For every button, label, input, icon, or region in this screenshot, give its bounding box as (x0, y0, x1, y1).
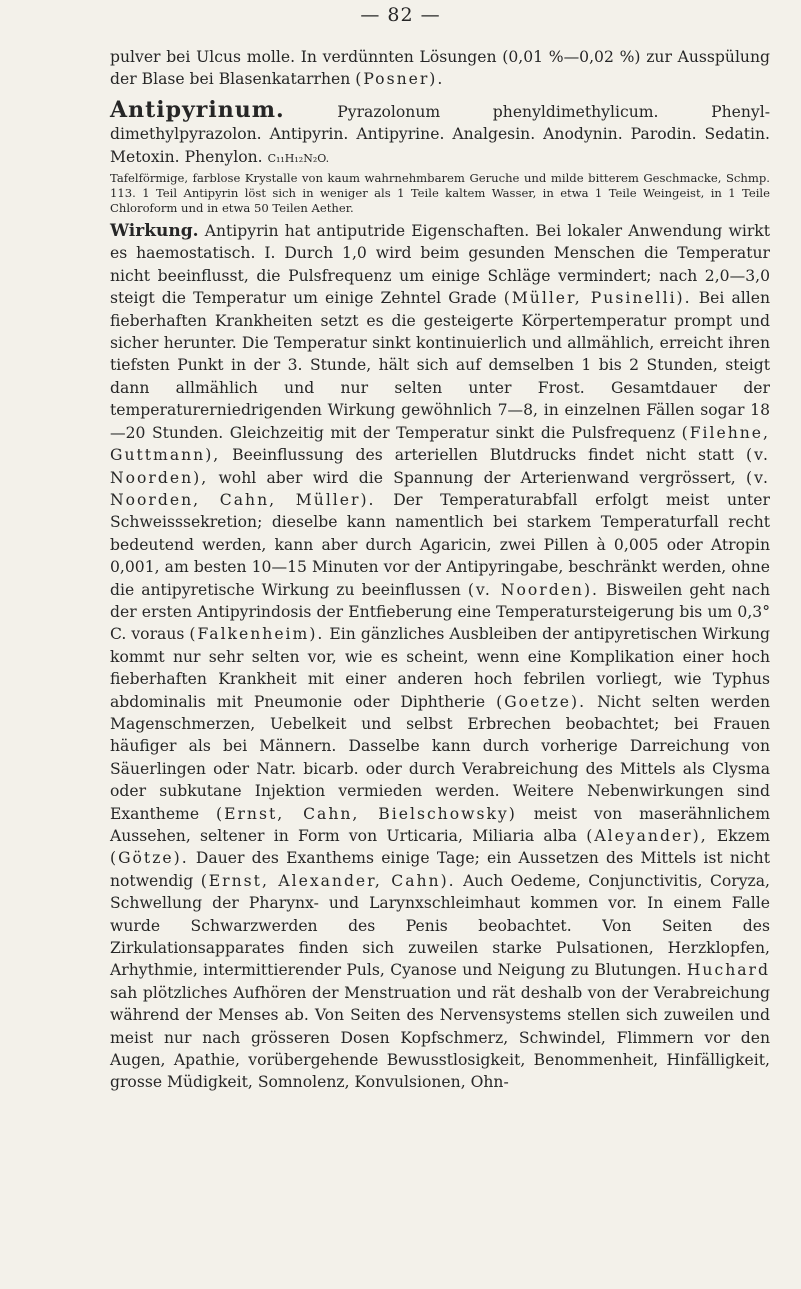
author-ref: (Ernst, Alexander, Cahn). (200, 871, 456, 890)
wirkung-text: Antipyrin hat antiputride Eigenschaften. Bei lokaler Anwendung wirkt es haemostatisch. I. Durch 1,0 wird beim gesunden Menschen die Temperatur nicht beeinflusst, die Pulsfrequenz um einige Schläge vermindert; nach 2,0—3,0 steigt die Temperatur um einige Zehntel Grade (110, 222, 770, 308)
wirkung-label: Wirkung. (110, 221, 199, 242)
properties-note: Tafelförmige, farblose Krystalle von kaum wahrnehmbarem Geruche und milde bitterem Geschmacke, Schmp. 113. 1 Teil Antipyrin löst sich in weniger als 1 Teile kaltem Wasser, in etwa 1 Teile Weingeist, in 1 Teile Chloroform und in etwa 50 Teilen Aether. (110, 171, 770, 216)
wirkung-text: Nicht selten werden Magenschmerzen, Uebelkeit und selbst Erbrechen beobachtet; bei Frauen häufiger als bei Männern. Dasselbe kann durch vorherige Darreichung von Säuerlingen oder Natr. bicarb. oder durch Verabreichung des Mittels als Clysma oder subkutane Injektion vermieden werden. Weitere Nebenwirkungen sind Exantheme (110, 692, 770, 823)
wirkung-text: Beeinflussung des arteriellen Blutdrucks findet nicht statt (232, 446, 735, 465)
author-ref: (Ernst, Cahn, Bielschowsky) (216, 804, 517, 823)
intro-text: pulver bei Ulcus molle. In verdünnten Lösungen (0,01 %—0,02 %) zur Ausspülung der Blase bei Blasenkatarrhen (110, 48, 770, 89)
author-ref: (v. Noorden), (110, 446, 770, 487)
author-ref: (v. Noorden). (467, 580, 600, 599)
wirkung-text: Ein gänzliches Ausbleiben der antipyretischen Wirkung kommt nur sehr selten vor, wie es scheint, wenn eine Komplikation einer hoch fieberhaften Krankheit mit einer anderen hoch febrilen vorliegt, wie Typhus abdominalis mit Pneumonie oder Diphtherie (110, 625, 770, 711)
wirkung-text: Bisweilen geht nach der ersten Antipyrindosis der Entfieberung eine Temperatursteigerung bis um 0,3° C. voraus (110, 580, 770, 644)
entry-synonyms: Pyrazolonum phenyldimethylicum. Phenyl-dimethylpyrazolon. Antipyrin. Antipyrine. Analgesin. Anodynin. Parodin. Sedatin. Metoxin. Phenylon. (110, 102, 770, 166)
author-ref: (Müller, Pusinelli). (503, 289, 692, 308)
wirkung-text: Dauer des Exanthems einige Tage; ein Aussetzen des Mittels ist nicht notwendig (110, 849, 770, 890)
entry-heading-paragraph (110, 96, 770, 170)
author-ref: (v. Noorden, Cahn, Müller). (110, 468, 770, 509)
intro-author: (Posner). (355, 70, 445, 89)
wirkung-text: meist von maserähnlichem Aussehen, seltener in Form von Urticaria, Miliaria alba (110, 804, 770, 845)
wirkung-paragraph (110, 220, 770, 1094)
wirkung-text: wohl aber wird die Spannung der Arterienwand vergrössert, (218, 468, 736, 487)
page-body (110, 46, 770, 1094)
wirkung-text: Ekzem (716, 827, 770, 845)
entry-title: Antipyrinum. (110, 96, 285, 123)
wirkung-text: Auch Oedeme, Conjunctivitis, Coryza, Schwellung der Pharynx- und Larynxschleimhaut kommen vor. In einem Falle wurde Schwarzwerden des Penis beobachtet. Von Seiten des Zirkulationsapparates finden sich zuweilen starke Pulsationen, Herzklopfen, Arhythmie, intermittierender Puls, Cyanose und Neigung zu Blutungen. (110, 871, 770, 980)
wirkung-text: Bei allen fieberhaften Krankheiten setzt es die gesteigerte Körpertemperatur prompt und sicher herunter. Die Temperatur sinkt kontinuierlich und allmählich, erreicht ihren tiefsten Punkt in der 3. Stunde, hält sich auf demselben 1 bis 2 Stunden, steigt dann allmählich und nur selten unter Frost. Gesamtdauer der temperaturerniedrigenden Wirkung gewöhnlich 7—8, in einzelnen Fällen sogar 18—20 Stunden. Gleichzeitig mit der Temperatur sinkt die Pulsfrequenz (110, 289, 770, 442)
author-ref: (Filehne, Guttmann), (110, 423, 770, 465)
page-number: — 82 — (360, 4, 441, 26)
author-ref: Huchard (686, 961, 770, 980)
author-ref: (Falkenheim). (189, 625, 325, 644)
intro-paragraph (110, 46, 770, 91)
wirkung-text: Der Temperaturabfall erfolgt meist unter Schweisssekretion; dieselbe kann namentlich bei starkem Temperaturfall recht bedeutend werden, kann aber durch Agaricin, zwei Pillen à 0,005 oder Atropin 0,001, am besten 10—15 Minuten vor der Antipyringabe, beschränkt werden, ohne die antipyretische Wirkung zu beeinflussen (110, 490, 770, 599)
wirkung-text: sah plötzliches Aufhören der Menstruation und rät deshalb von der Verabreichung während der Menses ab. Von Seiten des Nervensystems stellen sich zuweilen und meist nur nach grösseren Dosen Kopfschmerz, Schwindel, Flimmern vor den Augen, Apathie, vorübergehende Bewusstlosigkeit, Benommenheit, Hinfälligkeit, grosse Müdigkeit, Somnolenz, Konvulsionen, Ohn- (110, 983, 770, 1092)
author-ref: (Götze). (110, 849, 189, 868)
author-ref: (Goetze). (496, 692, 587, 711)
author-ref: (Aleyander), (586, 827, 708, 845)
chemical-formula: C₁₁H₁₂N₂O. (267, 151, 330, 165)
